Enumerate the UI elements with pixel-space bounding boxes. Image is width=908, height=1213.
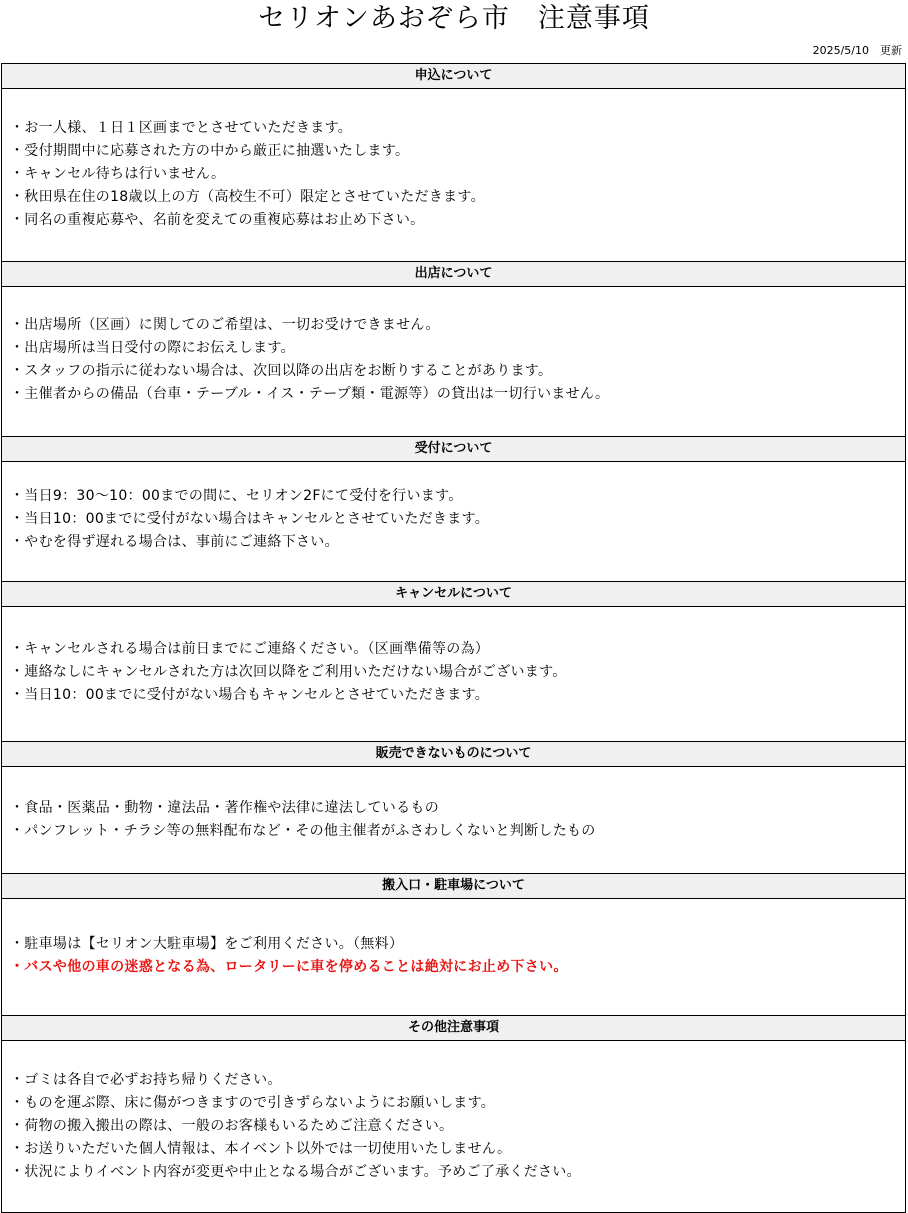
section-other-notes-title: その他注意事項 xyxy=(2,1016,905,1041)
section-other-notes xyxy=(1,1015,906,1213)
section-parking-title: 搬入口・駐車場について xyxy=(2,874,905,899)
list-item: ・荷物の搬入搬出の際は、一般のお客様もいるためご注意ください。 xyxy=(10,1118,454,1134)
list-item: ・状況によりイベント内容が変更や中止となる場合がございます。予めご了承ください。 xyxy=(10,1164,581,1180)
list-item: ・お送りいただいた個人情報は、本イベント以外では一切使用いたしません。 xyxy=(10,1141,512,1157)
page-title: セリオンあおぞら市 注意事項 xyxy=(258,3,650,34)
list-item: ・キャンセル待ちは行いません。 xyxy=(10,166,226,182)
section-parking xyxy=(1,873,906,1017)
list-item: ・お一人様、１日１区画までとさせていただきます。 xyxy=(10,120,353,136)
list-item: ・キャンセルされる場合は前日までにご連絡ください。（区画準備等の為） xyxy=(10,641,490,657)
section-store xyxy=(1,261,906,438)
list-item: ・当日9：30～10：00までの間に、セリオン2Fにて受付を行います。 xyxy=(10,488,463,504)
updated-date: 2025/5/10 更新 xyxy=(812,44,902,57)
section-reception-title: 受付について xyxy=(2,437,905,462)
list-item: ・当日10：00までに受付がない場合はキャンセルとさせていただきます。 xyxy=(10,511,490,527)
section-other-notes-body xyxy=(10,1069,901,1184)
section-prohibited-items-title: 販売できないものについて xyxy=(2,742,905,767)
list-item: ・パンフレット・チラシ等の無料配布など・その他主催者がふさわしくないと判断したもの xyxy=(10,823,596,839)
section-prohibited-items-body xyxy=(10,797,901,843)
list-item: ・食品・医薬品・動物・違法品・著作権や法律に違法しているもの xyxy=(10,800,439,816)
list-item: ・やむを得ず遅れる場合は、事前にご連絡下さい。 xyxy=(10,534,339,550)
section-application xyxy=(1,63,906,263)
section-cancel-title: キャンセルについて xyxy=(2,582,905,607)
list-item: ・受付期間中に応募された方の中から厳正に抽選いたします。 xyxy=(10,143,410,159)
section-reception-body xyxy=(10,485,901,554)
section-cancel xyxy=(1,581,906,743)
list-item: ・スタッフの指示に従わない場合は、次回以降の出店をお断りすることがあります。 xyxy=(10,363,553,379)
list-item: ・同名の重複応募や、名前を変えての重複応募はお止め下さい。 xyxy=(10,212,425,228)
section-application-body xyxy=(10,117,901,232)
list-item: ・駐車場は【セリオン大駐車場】をご利用ください。（無料） xyxy=(10,936,404,952)
section-store-body xyxy=(10,314,901,406)
list-item: ・ものを運ぶ際、床に傷がつきますので引きずらないようにお願いします。 xyxy=(10,1095,496,1111)
list-item: ・連絡なしにキャンセルされた方は次回以降をご利用いただけない場合がございます。 xyxy=(10,664,567,680)
list-item: ・主催者からの備品（台車・テーブル・イス・テープ類・電源等）の貸出は一切行いません。 xyxy=(10,386,610,402)
list-item: ・当日10：00までに受付がない場合もキャンセルとさせていただきます。 xyxy=(10,687,490,703)
parking-warning: ・バスや他の車の迷惑となる為、ロータリーに車を停めることは絶対にお止め下さい。 xyxy=(10,959,568,975)
section-prohibited-items xyxy=(1,741,906,875)
section-application-title: 申込について xyxy=(2,64,905,89)
section-parking-body xyxy=(10,933,901,979)
list-item: ・ゴミは各自で必ずお持ち帰りください。 xyxy=(10,1072,282,1088)
section-reception xyxy=(1,436,906,583)
list-item: ・秋田県在住の18歳以上の方（高校生不可）限定とさせていただきます。 xyxy=(10,189,485,205)
list-item: ・出店場所（区画）に関してのご希望は、一切お受けできません。 xyxy=(10,317,440,333)
section-store-title: 出店について xyxy=(2,262,905,287)
list-item: ・出店場所は当日受付の際にお伝えします。 xyxy=(10,340,295,356)
section-cancel-body xyxy=(10,638,901,707)
